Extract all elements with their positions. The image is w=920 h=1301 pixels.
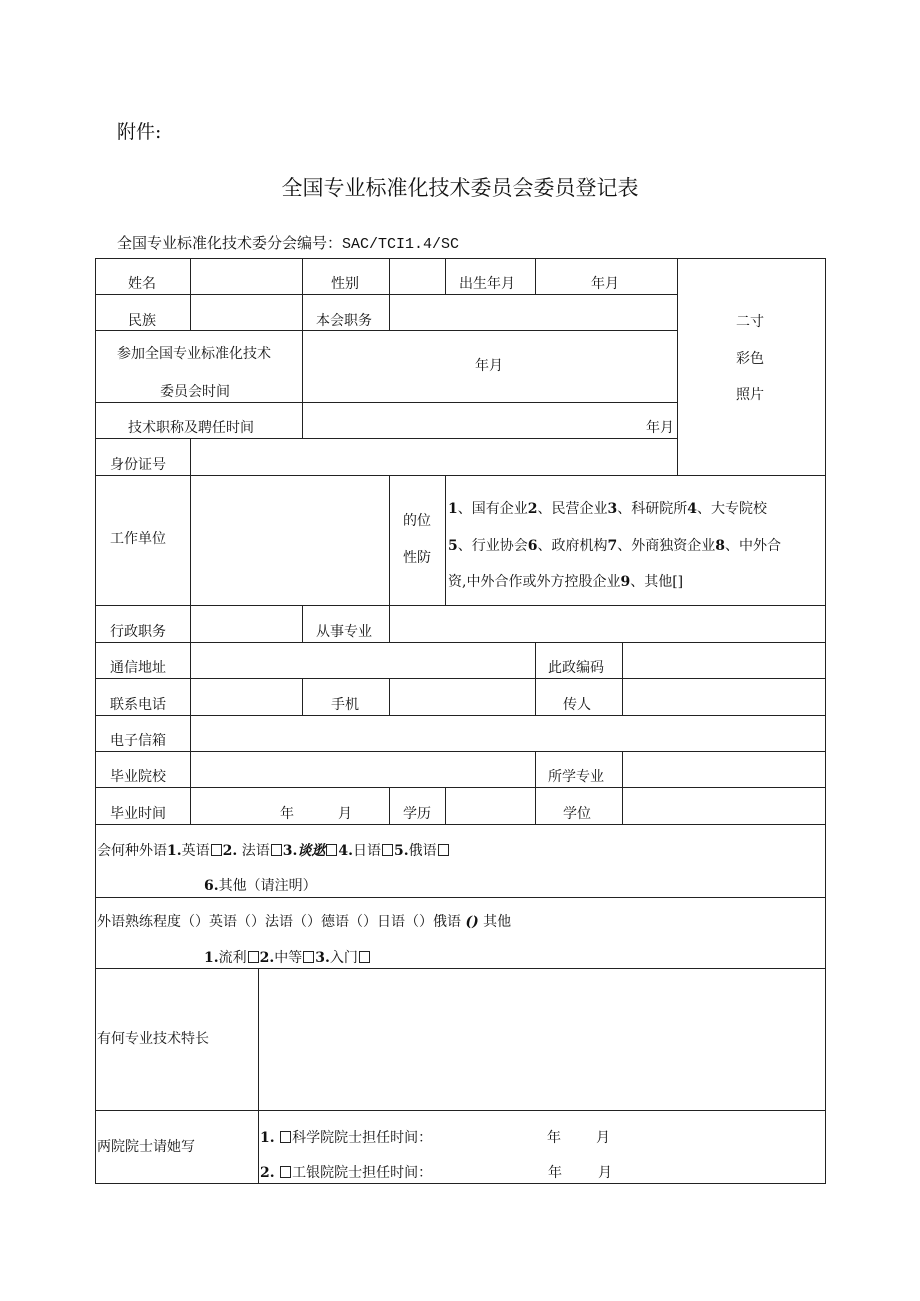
birth-year-month: 年月 [591, 276, 619, 292]
unit-type-2: 、民营企业 [537, 501, 608, 517]
unit-type-3: 、科研院所 [617, 501, 688, 517]
checkbox-beginner[interactable] [359, 951, 370, 963]
postcode-label: 此政编码 [548, 660, 604, 676]
expertise-label: 有何专业技术特长 [97, 1031, 209, 1047]
checkbox-english[interactable] [211, 844, 222, 856]
prof-beginner: 入门 [329, 950, 358, 966]
grad-year-char: 年 [280, 806, 294, 822]
acad-cas-text: 科学院院士担任时间： [292, 1130, 433, 1146]
academician-cas-line [260, 1130, 432, 1146]
prof-medium: 中等 [274, 950, 303, 966]
grad-time-label: 毕业时间 [110, 806, 166, 822]
checkbox-cae[interactable] [280, 1166, 291, 1178]
phone-label: 联系电话 [110, 697, 166, 713]
committee-code-value: SAC/TCI1.4/SC [342, 236, 460, 253]
unit-type-3-num: 3 [607, 501, 618, 517]
proficiency-levels [204, 950, 371, 966]
language-options-line1 [97, 843, 450, 859]
unit-type-8-num: 8 [715, 538, 725, 554]
prof-2-num: 2. [259, 950, 275, 966]
unit-type-5-num: 5 [448, 538, 458, 554]
photo-label-color: 彩色 [736, 351, 764, 367]
lang-german: 谈逖 [297, 843, 326, 859]
acad-cae-month: 月 [598, 1165, 612, 1181]
attachment-label: 附件: [117, 121, 162, 143]
email-label: 电子信箱 [110, 733, 166, 749]
fax-label: 传人 [563, 697, 591, 713]
name-label: 姓名 [128, 276, 156, 292]
join-year-month: 年月 [475, 358, 503, 374]
proficiency-line1 [97, 914, 511, 930]
committee-position-label: 本会职务 [316, 313, 372, 329]
address-label: 通信地址 [110, 660, 166, 676]
unit-types-line2 [448, 538, 781, 554]
lang-4-num: 4. [338, 843, 353, 859]
unit-type-1-num: 1 [448, 501, 458, 517]
birth-date-label: 出生年月 [459, 276, 515, 292]
unit-type-2-num: 2 [527, 501, 538, 517]
lang-1-num: 1. [167, 843, 182, 859]
lang-5-num: 5. [393, 843, 409, 859]
acad-cae-year: 年 [548, 1165, 562, 1181]
prof-1-num: 1. [204, 950, 219, 966]
specialty-label: 从事专业 [316, 624, 372, 640]
lang-russian: 俄语 [408, 843, 437, 859]
join-time-label-line1: 参加全国专业标准化技术 [117, 346, 271, 362]
unit-type-6: 、政府机构 [537, 538, 608, 554]
lang-6-num: 6. [204, 878, 219, 894]
proficiency-other-paren: () [465, 914, 479, 930]
checkbox-cas[interactable] [280, 1131, 291, 1143]
education-label: 学历 [403, 806, 431, 822]
unit-type-8-cont: 资,中外合作或外方控股企业 [448, 574, 621, 590]
unit-type-9-num: 9 [620, 574, 631, 590]
mobile-label: 手机 [331, 697, 359, 713]
acad-cas-month: 月 [596, 1130, 610, 1146]
photo-label-photo: 照片 [736, 387, 764, 403]
unit-type-4: 、大专院校 [697, 501, 767, 517]
acad-cae-text: 工银院院士担任时间： [292, 1165, 433, 1181]
admin-post-label: 行政职务 [110, 624, 166, 640]
checkbox-japanese[interactable] [382, 844, 393, 856]
gender-label: 性别 [331, 276, 359, 292]
prof-fluent: 流利 [218, 950, 247, 966]
photo-label-size: 二寸 [736, 314, 764, 330]
major-label: 所学专业 [548, 769, 604, 785]
unit-type-8: 、中外合 [725, 538, 781, 554]
committee-code-label: 全国专业标准化技术委分会编号： [117, 234, 343, 252]
language-options-line2 [204, 878, 317, 894]
unit-types-line3 [448, 574, 683, 590]
unit-type-9: 、其他[] [630, 574, 684, 590]
unit-type-5: 、行业协会 [457, 538, 528, 554]
acad-cas-year: 年 [547, 1130, 561, 1146]
lang-3-num: 3. [282, 843, 298, 859]
acad-cae-num: 2. [260, 1165, 275, 1181]
checkbox-medium[interactable] [303, 951, 314, 963]
checkbox-french[interactable] [271, 844, 282, 856]
unit-type-4-num: 4 [687, 501, 697, 517]
lang-french: 法语 [237, 843, 270, 859]
committee-code-line [117, 232, 459, 253]
proficiency-other: 其他 [483, 914, 512, 930]
unit-type-7: 、外商独资企业 [617, 538, 716, 554]
checkbox-russian[interactable] [438, 844, 449, 856]
grad-month-char: 月 [338, 806, 352, 822]
degree-label: 学位 [563, 806, 591, 822]
page-title: 全国专业标准化技术委员会委员登记表 [281, 176, 639, 200]
employer-label: 工作单位 [110, 531, 166, 547]
checkbox-german[interactable] [326, 844, 337, 856]
academician-label: 两院院士请她写 [97, 1139, 195, 1155]
unit-type-1: 、国有企业 [457, 501, 528, 517]
join-time-label-line2: 委员会时间 [160, 384, 230, 400]
lang-2-num: 2. [222, 843, 238, 859]
title-time-label: 技术职称及聘任时间 [128, 420, 254, 436]
unit-nature-label-line2: 性防 [403, 550, 431, 566]
ethnicity-label: 民族 [128, 313, 156, 329]
language-prefix: 会何种外语 [97, 843, 167, 859]
proficiency-label: 外语熟练程度（）英语（）法语（）德语（）日语（）俄语 [97, 914, 461, 930]
lang-other: 其他（请注明） [218, 878, 317, 894]
unit-nature-label-line1: 的位 [403, 513, 431, 529]
acad-cas-num: 1. [260, 1130, 275, 1146]
lang-japanese: 日语 [352, 843, 381, 859]
title-year-month: 年月 [646, 420, 674, 436]
unit-type-6-num: 6 [527, 538, 538, 554]
school-label: 毕业院校 [110, 769, 166, 785]
lang-english: 英语 [181, 843, 210, 859]
checkbox-fluent[interactable] [248, 951, 259, 963]
unit-types-line1 [448, 501, 767, 517]
prof-3-num: 3. [315, 950, 330, 966]
id-number-label: 身份证号 [110, 457, 166, 473]
unit-type-7-num: 7 [607, 538, 618, 554]
academician-cae-line [260, 1165, 432, 1181]
